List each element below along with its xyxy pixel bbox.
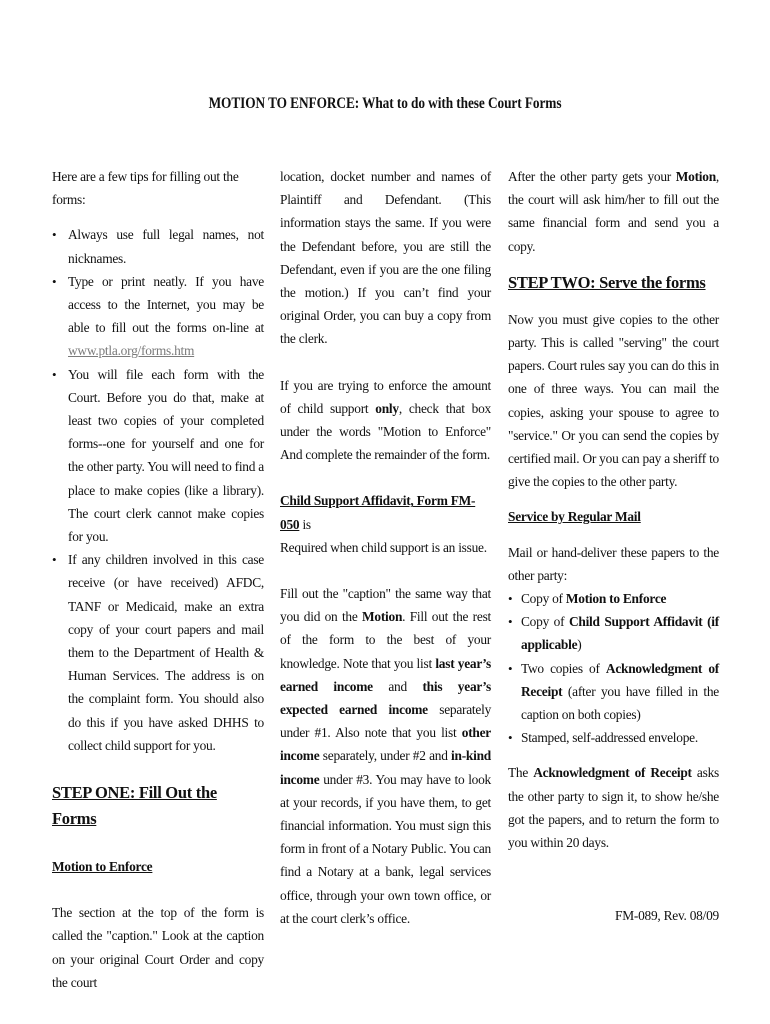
list-item xyxy=(508,657,719,727)
form-number-footer: FM-089, Rev. 08/09 xyxy=(615,908,719,923)
text-run: Copy of xyxy=(521,591,566,607)
motion-to-enforce-heading: Motion to Enforce xyxy=(52,859,153,875)
text-run: under #3. You may have to look at your records, if you have them, to get financial information. You must sign this form in front of a Notary Public. You can find a Notary at a bank, legal services office, through your own town office, or at the court clerk’s office. xyxy=(280,771,491,926)
text-run: Fill out the "caption" the same way that you did on the xyxy=(280,586,491,625)
caption-paragraph: The section at the top of the form is called the "caption." Look at the caption on your original Court Order and copy the court xyxy=(52,905,264,990)
text-run: separately under #1. Also note that you list xyxy=(280,702,492,741)
text-run: asks the other party to sign it, to show he/she got the papers, and to return the form to you within 20 days. xyxy=(508,765,719,851)
list-item: • If any children involved in this case receive (or have received) AFDC, TANF or Medicaid, make an extra copy of your court papers and mail them to the Department of Health & Human Services. The address is on the complaint form. You should also do this if you have asked DHHS to collect child support for you. xyxy=(52,548,264,757)
affidavit-heading: Child Support Affidavit, Form FM-050 xyxy=(280,493,476,532)
text-run: If you are trying to enforce the amount of child support xyxy=(280,377,491,416)
mail-paragraph: Mail or hand-deliver these papers to the other party: xyxy=(508,544,719,583)
page-title: MOTION TO ENFORCE: What to do with these Court Forms xyxy=(208,95,562,112)
affidavit-paragraph xyxy=(280,489,491,559)
text-run-bold: Child Support Affidavit (if applicable xyxy=(521,614,719,653)
child-support-paragraph xyxy=(280,374,491,467)
text-run: separately, under #2 and xyxy=(319,748,452,764)
column-left xyxy=(52,165,264,994)
list-item xyxy=(52,270,264,363)
text-run-bold: Acknowledgment of Receipt xyxy=(533,765,692,781)
text-run: ) xyxy=(577,637,582,653)
text-run-bold: this year’s expected earned income xyxy=(280,678,491,718)
list-item: • Stamped, self-addressed envelope. xyxy=(508,726,719,749)
column-right xyxy=(508,165,719,854)
step-two-heading: STEP TWO: Serve the forms xyxy=(508,272,706,292)
text-run: The xyxy=(508,765,534,781)
list-item-text: Type or print neatly. If you have access to the Internet, you may be able to fill out the forms on-line at xyxy=(68,273,264,336)
text-run: and xyxy=(372,678,423,694)
acknowledgment-paragraph xyxy=(508,761,719,854)
forms-link[interactable]: www.ptla.org/forms.htm xyxy=(68,343,195,359)
column-middle xyxy=(280,165,491,930)
fill-out-paragraph xyxy=(280,582,491,930)
regular-mail-heading: Service by Regular Mail xyxy=(508,509,641,525)
caption-continued-paragraph: location, docket number and names of Plaintiff and Defendant. (This information stays the same. If you were the Defendant before, you are still the Defendant, even if you are the one filing the motion.) If you can’t find your original Order, you can buy a copy from the clerk. xyxy=(280,169,491,347)
after-motion-paragraph xyxy=(508,165,719,258)
tips-list xyxy=(52,223,264,757)
text-run-bold: Motion xyxy=(675,169,716,184)
text-run-bold: in-kind income xyxy=(280,748,491,787)
text-run-bold: other income xyxy=(280,725,491,764)
mail-items-list xyxy=(508,587,719,749)
text-run: (after you have filled in the caption on both copies) xyxy=(521,683,719,723)
text-run-bold: Motion to Enforce xyxy=(565,591,667,607)
text-run-bold: Acknowledgment of Receipt xyxy=(521,660,719,699)
text-run: is xyxy=(299,516,311,532)
intro-text: Here are a few tips for filling out the forms: xyxy=(52,169,239,208)
step-one-heading: STEP ONE: Fill Out the Forms xyxy=(52,783,217,829)
text-run: After the other party gets your xyxy=(508,169,676,184)
text-run-bold: only xyxy=(375,400,399,416)
list-item: • Always use full legal names, not nicknames. xyxy=(52,223,264,269)
text-run-bold: Motion xyxy=(362,609,403,625)
text-run: , check that box under the words "Motion to Enforce" And complete the remainder of the form. xyxy=(280,400,491,463)
text-run: . Fill out the rest of the form to the best of your knowledge. Note that you list xyxy=(280,609,491,671)
list-item: • You will file each form with the Court. Before you do that, make at least two copies of your completed forms--one for yourself and one for the other party. You will need to find a place to make copies (like a library). The court clerk cannot make copies for you. xyxy=(52,363,264,549)
list-item xyxy=(508,610,719,656)
text-run: Two copies of xyxy=(521,660,606,676)
serving-paragraph: Now you must give copies to the other party. This is called "serving" the court papers. Court rules say you can do this in one of three ways. You can mail the copies, asking your spouse to agree to "service." Or you can send the copies by certified mail. Or you can pay a sheriff to give the copies to the other party. xyxy=(508,311,719,490)
list-item xyxy=(508,587,719,610)
text-run: Required when child support is an issue. xyxy=(280,539,487,555)
text-run: , the court will ask him/her to fill out the same financial form and send you a copy. xyxy=(508,169,719,254)
text-run: Copy of xyxy=(521,614,569,630)
text-run-bold: last year’s earned income xyxy=(280,655,491,694)
